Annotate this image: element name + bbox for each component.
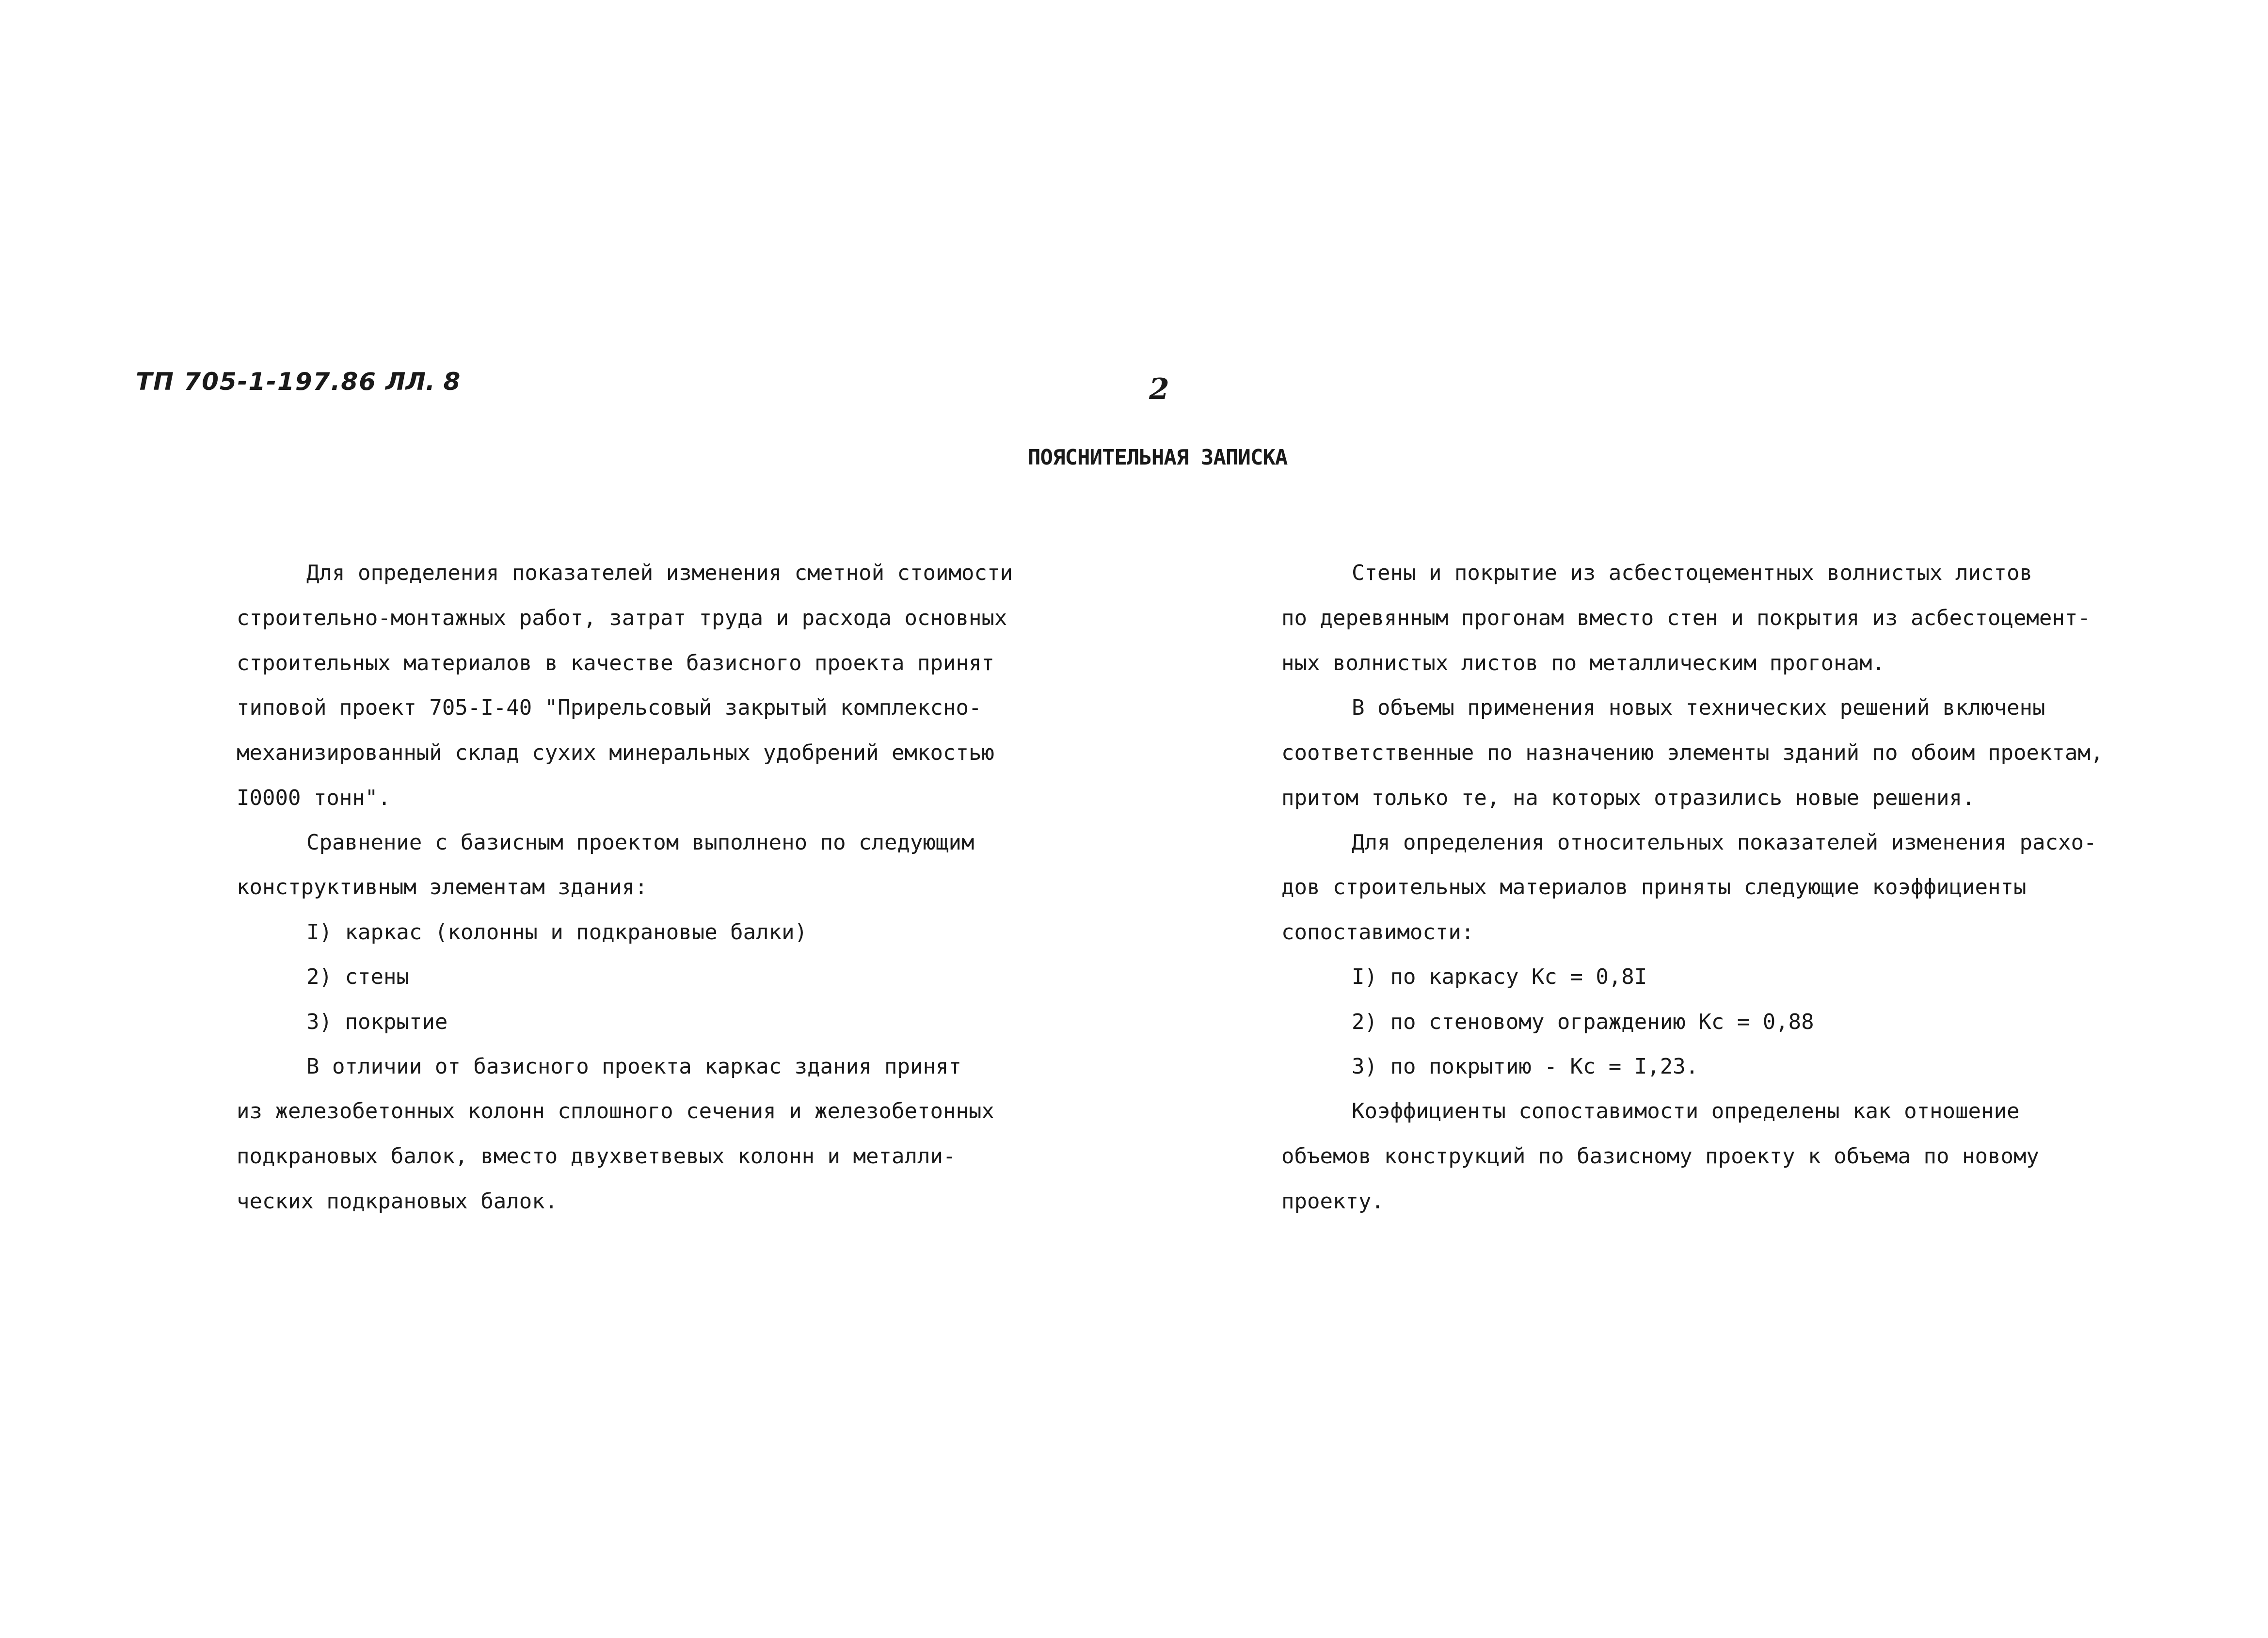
left-line: Сравнение с базисным проектом выполнено по следующим [306,830,974,855]
page-number: 2 [1149,372,1169,406]
left-line: подкрановых балок, вместо двухветвевых колонн и металли- [237,1144,956,1169]
right-line: Коэффициенты сопоставимости определены как отношение [1352,1099,2020,1124]
left-line: из железобетонных колонн сплошного сечения и железобетонных [237,1099,994,1124]
left-line: В отличии от базисного проекта каркас здания принят [306,1054,962,1079]
left-line: 2) стены [306,964,409,989]
left-line: ческих подкрановых балок. [237,1189,558,1214]
right-line: ных волнистых листов по металлическим прогонам. [1281,651,1885,675]
right-line: I) по каркасу Кс = 0,8I [1352,964,1647,989]
right-line: объемов конструкций по базисному проекту к объема по новому [1281,1144,2039,1169]
left-line: конструктивным элементам здания: [237,875,648,899]
right-line: 3) по покрытию - Кс = I,23. [1352,1054,1699,1079]
right-line: Стены и покрытие из асбестоцементных волнистых листов [1352,561,2032,585]
right-line: сопоставимости: [1281,920,1474,945]
right-line: соответственные по назначению элементы зданий по обоим проектам, [1281,740,2104,765]
left-line: механизированный склад сухих минеральных удобрений емкостью [237,740,994,765]
left-line: типовой проект 705-I-40 "Прирельсовый закрытый комплексно- [237,695,982,720]
left-line: строительных материалов в качестве базисного проекта принят [237,651,994,675]
right-line: дов строительных материалов приняты следующие коэффициенты [1281,875,2027,899]
right-line: В объемы применения новых технических решений включены [1352,695,2045,720]
right-line: по деревянным прогонам вместо стен и покрытия из асбестоцемент- [1281,606,2091,630]
left-line: 3) покрытие [306,1010,448,1034]
right-line: Для определения относительных показателей изменения расхо- [1352,830,2097,855]
page-title: ПОЯСНИТЕЛЬНАЯ ЗАПИСКА [1028,445,1288,470]
left-line: I) каркас (колонны и подкрановые балки) [306,920,808,945]
left-line: I0000 тонн". [237,786,391,810]
left-line: Для определения показателей изменения сметной стоимости [306,561,1013,585]
right-line: 2) по стеновому ограждению Кс = 0,88 [1352,1010,1814,1034]
right-line: проекту. [1281,1189,1384,1214]
document-code: ТП 705-1-197.86 [136,368,377,396]
sheet-number: ЛЛ. 8 [385,368,461,396]
right-line: притом только те, на которых отразились новые решения. [1281,786,1975,810]
left-line: строительно-монтажных работ, затрат труда и расхода основных [237,606,1007,630]
